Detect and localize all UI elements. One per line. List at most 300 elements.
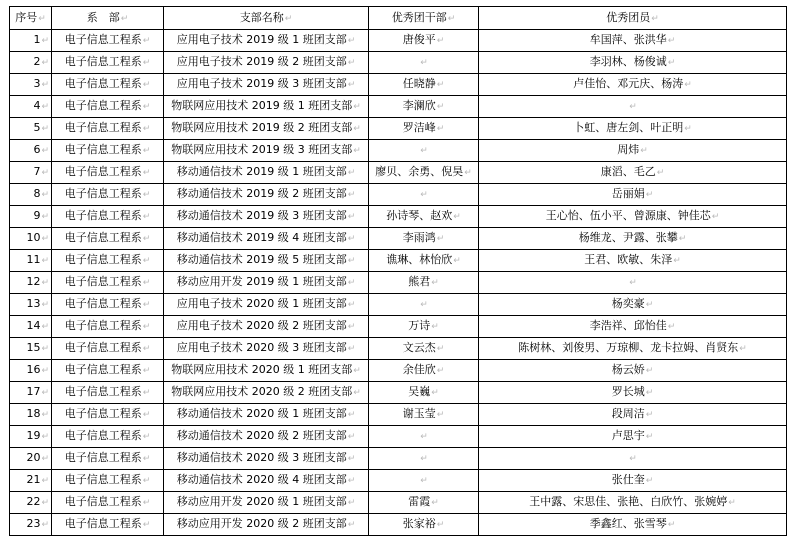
paragraph-mark-icon: ↵ — [645, 190, 654, 200]
row-number-cell — [10, 74, 52, 96]
paragraph-mark-icon: ↵ — [41, 124, 49, 134]
department-cell — [52, 294, 164, 316]
department-cell-text: 电子信息工程系 — [64, 297, 142, 310]
paragraph-mark-icon: ↵ — [347, 454, 356, 464]
department-cell-text: 电子信息工程系 — [64, 385, 142, 398]
table-row — [10, 404, 787, 426]
paragraph-mark-icon: ↵ — [420, 476, 428, 486]
paragraph-mark-icon: ↵ — [420, 58, 428, 68]
paragraph-mark-icon: ↵ — [142, 300, 151, 310]
outstanding-member-cell-text: 杨维龙、尹露、张攀 — [578, 231, 678, 244]
department-cell-text: 电子信息工程系 — [64, 253, 142, 266]
branch-name-cell — [164, 140, 369, 162]
outstanding-member-cell — [479, 118, 787, 140]
outstanding-member-cell — [479, 294, 787, 316]
outstanding-member-cell-text: 季鑫红、张雪琴 — [589, 517, 667, 530]
paragraph-mark-icon: ↵ — [353, 388, 361, 398]
table-row — [10, 250, 787, 272]
paragraph-mark-icon: ↵ — [41, 520, 49, 530]
paragraph-mark-icon: ↵ — [645, 432, 654, 442]
paragraph-mark-icon: ↵ — [347, 278, 356, 288]
department-cell-text: 电子信息工程系 — [64, 165, 142, 178]
branch-name-cell-text: 应用电子技术 2019 级 3 班团支部 — [176, 77, 347, 90]
paragraph-mark-icon: ↵ — [347, 190, 356, 200]
paragraph-mark-icon: ↵ — [41, 80, 49, 90]
table-row — [10, 30, 787, 52]
outstanding-cadre-cell-text: 孙诗琴、赵欢 — [386, 209, 453, 222]
table-row — [10, 140, 787, 162]
department-cell-text: 电子信息工程系 — [64, 33, 142, 46]
department-cell-text: 电子信息工程系 — [64, 275, 142, 288]
outstanding-member-cell-text: 王中露、宋思佳、张艳、白欣竹、张婉婷 — [529, 495, 728, 508]
row-number-cell-text: 1 — [33, 33, 41, 46]
paragraph-mark-icon: ↵ — [645, 410, 654, 420]
paragraph-mark-icon: ↵ — [431, 322, 439, 332]
row-number-cell — [10, 470, 52, 492]
row-number-cell-text: 6 — [33, 143, 41, 156]
paragraph-mark-icon: ↵ — [347, 520, 356, 530]
row-number-cell-text: 3 — [33, 77, 41, 90]
outstanding-member-cell — [479, 96, 787, 118]
paragraph-mark-icon: ↵ — [41, 498, 49, 508]
branch-name-cell-text: 移动通信技术 2019 级 4 班团支部 — [176, 231, 347, 244]
department-cell-text: 电子信息工程系 — [64, 231, 142, 244]
branch-name-cell-text: 移动应用开发 2020 级 2 班团支部 — [176, 517, 347, 530]
paragraph-mark-icon: ↵ — [142, 80, 151, 90]
outstanding-cadre-cell — [369, 514, 479, 536]
outstanding-member-cell-text: 李羽林、杨俊诚 — [589, 55, 667, 68]
outstanding-member-cell — [479, 470, 787, 492]
department-cell — [52, 492, 164, 514]
paragraph-mark-icon: ↵ — [678, 234, 687, 244]
department-cell-text: 电子信息工程系 — [64, 363, 142, 376]
paragraph-mark-icon: ↵ — [436, 520, 445, 530]
paragraph-mark-icon: ↵ — [347, 410, 356, 420]
row-number-cell-text: 18 — [26, 407, 41, 420]
paragraph-mark-icon: ↵ — [41, 454, 49, 464]
paragraph-mark-icon: ↵ — [38, 13, 46, 24]
branch-name-cell — [164, 448, 369, 470]
outstanding-cadre-cell-text: 李雨鸿 — [402, 231, 436, 244]
paragraph-mark-icon: ↵ — [353, 366, 361, 376]
table-row — [10, 448, 787, 470]
row-number-cell — [10, 96, 52, 118]
paragraph-mark-icon: ↵ — [41, 344, 49, 354]
row-number-cell — [10, 140, 52, 162]
branch-name-cell — [164, 294, 369, 316]
row-number-cell-text: 21 — [26, 473, 41, 486]
row-number-cell — [10, 30, 52, 52]
row-number-cell-text: 14 — [26, 319, 41, 332]
department-cell — [52, 52, 164, 74]
table-row — [10, 360, 787, 382]
paragraph-mark-icon: ↵ — [41, 300, 49, 310]
department-cell — [52, 74, 164, 96]
paragraph-mark-icon: ↵ — [142, 256, 151, 266]
paragraph-mark-icon: ↵ — [420, 454, 428, 464]
outstanding-member-cell — [479, 514, 787, 536]
paragraph-mark-icon: ↵ — [453, 212, 461, 222]
department-cell — [52, 140, 164, 162]
branch-name-cell — [164, 382, 369, 404]
paragraph-mark-icon: ↵ — [353, 124, 361, 134]
department-cell — [52, 448, 164, 470]
paragraph-mark-icon: ↵ — [667, 58, 676, 68]
paragraph-mark-icon: ↵ — [41, 36, 49, 46]
paragraph-mark-icon: ↵ — [436, 366, 445, 376]
paragraph-mark-icon: ↵ — [142, 234, 151, 244]
outstanding-cadre-cell-text: 罗洁峰 — [402, 121, 436, 134]
outstanding-cadre-cell — [369, 470, 479, 492]
outstanding-cadre-cell — [369, 162, 479, 184]
branch-name-cell — [164, 30, 369, 52]
paragraph-mark-icon: ↵ — [142, 476, 151, 486]
outstanding-member-cell-text: 王心怡、伍小平、曾源康、钟佳芯 — [545, 209, 711, 222]
row-number-cell-text: 10 — [26, 231, 41, 244]
department-cell-text: 电子信息工程系 — [64, 121, 142, 134]
paragraph-mark-icon: ↵ — [142, 102, 151, 112]
outstanding-member-cell — [479, 272, 787, 294]
branch-name-cell-text: 应用电子技术 2020 级 1 班团支部 — [176, 297, 347, 310]
paragraph-mark-icon: ↵ — [142, 36, 151, 46]
table-row — [10, 470, 787, 492]
outstanding-member-cell-text: 岳丽娟 — [611, 187, 645, 200]
table-row — [10, 514, 787, 536]
row-number-cell — [10, 404, 52, 426]
outstanding-cadre-cell — [369, 118, 479, 140]
department-cell — [52, 426, 164, 448]
paragraph-mark-icon: ↵ — [347, 476, 356, 486]
paragraph-mark-icon: ↵ — [436, 410, 445, 420]
table-row — [10, 272, 787, 294]
table-row — [10, 206, 787, 228]
paragraph-mark-icon: ↵ — [142, 58, 151, 68]
department-cell-text: 电子信息工程系 — [64, 407, 142, 420]
row-number-cell — [10, 272, 52, 294]
department-cell — [52, 250, 164, 272]
row-number-cell-text: 5 — [33, 121, 41, 134]
outstanding-cadre-cell — [369, 492, 479, 514]
paragraph-mark-icon: ↵ — [673, 256, 681, 266]
outstanding-member-cell-text: 康滔、毛乙 — [600, 165, 656, 178]
branch-name-cell — [164, 360, 369, 382]
paragraph-mark-icon: ↵ — [41, 366, 49, 376]
outstanding-member-cell-text: 杨云娇 — [611, 363, 645, 376]
row-number-cell-text: 2 — [33, 55, 41, 68]
branch-name-cell-text: 物联网应用技术 2019 级 1 班团支部 — [171, 99, 353, 112]
header-cell: 优秀团干部↵ — [369, 7, 479, 30]
header-cell: 支部名称↵ — [164, 7, 369, 30]
paragraph-mark-icon: ↵ — [41, 388, 49, 398]
paragraph-mark-icon: ↵ — [142, 168, 151, 178]
outstanding-cadre-cell — [369, 206, 479, 228]
outstanding-member-cell — [479, 184, 787, 206]
row-number-cell — [10, 118, 52, 140]
paragraph-mark-icon: ↵ — [41, 256, 49, 266]
outstanding-cadre-cell-text: 谯琳、林怡欣 — [386, 253, 453, 266]
row-number-cell — [10, 250, 52, 272]
department-cell-text: 电子信息工程系 — [64, 55, 142, 68]
department-cell — [52, 360, 164, 382]
row-number-cell — [10, 338, 52, 360]
paragraph-mark-icon: ↵ — [436, 80, 445, 90]
branch-name-cell — [164, 228, 369, 250]
branch-name-cell — [164, 250, 369, 272]
department-cell — [52, 404, 164, 426]
branch-name-cell-text: 移动通信技术 2019 级 5 班团支部 — [176, 253, 347, 266]
paragraph-mark-icon: ↵ — [347, 36, 356, 46]
paragraph-mark-icon: ↵ — [420, 190, 428, 200]
paragraph-mark-icon: ↵ — [645, 388, 654, 398]
outstanding-cadre-cell — [369, 74, 479, 96]
department-cell-text: 电子信息工程系 — [64, 209, 142, 222]
table-row — [10, 52, 787, 74]
paragraph-mark-icon: ↵ — [142, 212, 151, 222]
outstanding-cadre-cell — [369, 448, 479, 470]
row-number-cell-text: 13 — [26, 297, 41, 310]
table-row — [10, 162, 787, 184]
outstanding-member-cell-text: 卜虹、唐左剑、叶正明 — [573, 121, 684, 134]
outstanding-member-cell-text: 卢思宇 — [611, 429, 645, 442]
outstanding-member-cell — [479, 404, 787, 426]
paragraph-mark-icon: ↵ — [142, 344, 151, 354]
branch-name-cell-text: 移动通信技术 2020 级 1 班团支部 — [176, 407, 347, 420]
paragraph-mark-icon: ↵ — [711, 212, 720, 222]
outstanding-member-cell — [479, 492, 787, 514]
outstanding-member-cell-text: 陈树林、刘俊男、万琼柳、龙卡拉姆、肖贤东 — [518, 341, 739, 354]
outstanding-member-cell — [479, 338, 787, 360]
branch-name-cell-text: 移动通信技术 2020 级 2 班团支部 — [176, 429, 347, 442]
outstanding-cadre-cell-text: 余佳欣 — [402, 363, 436, 376]
branch-name-cell-text: 应用电子技术 2019 级 2 班团支部 — [176, 55, 347, 68]
paragraph-mark-icon: ↵ — [645, 366, 654, 376]
paragraph-mark-icon: ↵ — [142, 520, 151, 530]
row-number-cell-text: 12 — [26, 275, 41, 288]
paragraph-mark-icon: ↵ — [645, 476, 654, 486]
department-cell — [52, 162, 164, 184]
department-cell-text: 电子信息工程系 — [64, 473, 142, 486]
paragraph-mark-icon: ↵ — [347, 168, 356, 178]
header-cell: 优秀团员↵ — [479, 7, 787, 30]
paragraph-mark-icon: ↵ — [353, 102, 361, 112]
header-cell: 序号↵ — [10, 7, 52, 30]
paragraph-mark-icon: ↵ — [142, 190, 151, 200]
outstanding-cadre-cell — [369, 250, 479, 272]
row-number-cell — [10, 492, 52, 514]
department-cell-text: 电子信息工程系 — [64, 143, 142, 156]
department-cell — [52, 514, 164, 536]
paragraph-mark-icon: ↵ — [431, 498, 439, 508]
branch-name-cell-text: 移动通信技术 2019 级 3 班团支部 — [176, 209, 347, 222]
paragraph-mark-icon: ↵ — [142, 322, 151, 332]
outstanding-cadre-cell — [369, 96, 479, 118]
department-cell-text: 电子信息工程系 — [64, 99, 142, 112]
department-cell-text: 电子信息工程系 — [64, 187, 142, 200]
table-row — [10, 184, 787, 206]
outstanding-member-cell-text: 罗长城 — [611, 385, 645, 398]
department-cell — [52, 316, 164, 338]
paragraph-mark-icon: ↵ — [142, 454, 151, 464]
paragraph-mark-icon: ↵ — [684, 80, 692, 90]
branch-name-cell — [164, 74, 369, 96]
outstanding-member-cell-text: 段周洁 — [611, 407, 645, 420]
paragraph-mark-icon: ↵ — [41, 102, 49, 112]
paragraph-mark-icon: ↵ — [347, 344, 356, 354]
paragraph-mark-icon: ↵ — [41, 322, 49, 332]
department-cell — [52, 470, 164, 492]
table-row — [10, 96, 787, 118]
outstanding-member-cell — [479, 162, 787, 184]
paragraph-mark-icon: ↵ — [142, 366, 151, 376]
branch-name-cell — [164, 272, 369, 294]
row-number-cell-text: 11 — [26, 253, 41, 266]
outstanding-member-cell-text: 卢佳怡、邓元庆、杨涛 — [573, 77, 684, 90]
department-cell — [52, 30, 164, 52]
paragraph-mark-icon: ↵ — [436, 234, 445, 244]
table-row — [10, 118, 787, 140]
branch-name-cell-text: 移动通信技术 2020 级 4 班团支部 — [176, 473, 347, 486]
branch-name-cell-text: 移动通信技术 2020 级 3 班团支部 — [176, 451, 347, 464]
paragraph-mark-icon: ↵ — [656, 168, 665, 178]
paragraph-mark-icon: ↵ — [436, 344, 445, 354]
paragraph-mark-icon: ↵ — [464, 168, 472, 178]
outstanding-member-cell — [479, 250, 787, 272]
header-cell: 系 部↵ — [52, 7, 164, 30]
row-number-cell — [10, 360, 52, 382]
paragraph-mark-icon: ↵ — [347, 322, 356, 332]
outstanding-member-cell-text: 张仕奎 — [611, 473, 645, 486]
branch-name-cell-text: 物联网应用技术 2019 级 3 班团支部 — [171, 143, 353, 156]
paragraph-mark-icon: ↵ — [667, 520, 676, 530]
row-number-cell-text: 15 — [26, 341, 41, 354]
branch-name-cell — [164, 404, 369, 426]
paragraph-mark-icon: ↵ — [41, 146, 49, 156]
row-number-cell — [10, 294, 52, 316]
branch-name-cell-text: 移动应用开发 2020 级 1 班团支部 — [176, 495, 347, 508]
paragraph-mark-icon: ↵ — [41, 58, 49, 68]
branch-name-cell — [164, 118, 369, 140]
paragraph-mark-icon: ↵ — [142, 278, 151, 288]
outstanding-cadre-cell — [369, 184, 479, 206]
paragraph-mark-icon: ↵ — [41, 432, 49, 442]
paragraph-mark-icon: ↵ — [41, 190, 49, 200]
table-row — [10, 294, 787, 316]
row-number-cell — [10, 162, 52, 184]
branch-name-cell — [164, 492, 369, 514]
row-number-cell-text: 23 — [26, 517, 41, 530]
row-number-cell-text: 9 — [33, 209, 41, 222]
row-number-cell — [10, 382, 52, 404]
branch-name-cell-text: 移动通信技术 2019 级 1 班团支部 — [176, 165, 347, 178]
branch-name-cell-text: 物联网应用技术 2019 级 2 班团支部 — [171, 121, 353, 134]
table-row — [10, 228, 787, 250]
paragraph-mark-icon: ↵ — [347, 256, 356, 266]
paragraph-mark-icon: ↵ — [447, 13, 456, 24]
paragraph-mark-icon: ↵ — [684, 124, 692, 134]
outstanding-cadre-cell — [369, 382, 479, 404]
outstanding-cadre-cell — [369, 360, 479, 382]
table-row — [10, 382, 787, 404]
branch-name-cell-text: 应用电子技术 2020 级 3 班团支部 — [176, 341, 347, 354]
paragraph-mark-icon: ↵ — [629, 454, 637, 464]
paragraph-mark-icon: ↵ — [629, 278, 637, 288]
row-number-cell — [10, 316, 52, 338]
outstanding-cadre-cell — [369, 52, 479, 74]
department-cell-text: 电子信息工程系 — [64, 319, 142, 332]
branch-name-cell-text: 移动通信技术 2019 级 2 班团支部 — [176, 187, 347, 200]
paragraph-mark-icon: ↵ — [284, 13, 293, 24]
outstanding-cadre-cell-text: 唐俊平 — [402, 33, 436, 46]
outstanding-member-cell — [479, 426, 787, 448]
outstanding-cadre-cell — [369, 426, 479, 448]
paragraph-mark-icon: ↵ — [353, 146, 361, 156]
paragraph-mark-icon: ↵ — [347, 58, 356, 68]
row-number-cell-text: 19 — [26, 429, 41, 442]
paragraph-mark-icon: ↵ — [347, 234, 356, 244]
paragraph-mark-icon: ↵ — [436, 124, 445, 134]
outstanding-member-cell — [479, 228, 787, 250]
row-number-cell-text: 17 — [26, 385, 41, 398]
department-cell — [52, 338, 164, 360]
outstanding-member-cell-text: 牟国萍、张洪华 — [589, 33, 667, 46]
row-number-cell — [10, 448, 52, 470]
paragraph-mark-icon: ↵ — [431, 278, 439, 288]
paragraph-mark-icon: ↵ — [436, 102, 445, 112]
paragraph-mark-icon: ↵ — [667, 322, 676, 332]
honor-roster-table — [9, 6, 787, 536]
department-cell-text: 电子信息工程系 — [64, 495, 142, 508]
branch-name-cell-text: 应用电子技术 2019 级 1 班团支部 — [176, 33, 347, 46]
outstanding-cadre-cell-text: 李澜欣 — [402, 99, 436, 112]
department-cell-text: 电子信息工程系 — [64, 517, 142, 530]
outstanding-cadre-cell — [369, 404, 479, 426]
branch-name-cell — [164, 184, 369, 206]
row-number-cell-text: 20 — [26, 451, 41, 464]
branch-name-cell — [164, 426, 369, 448]
outstanding-cadre-cell-text: 任晓静 — [402, 77, 436, 90]
branch-name-cell-text: 应用电子技术 2020 级 2 班团支部 — [176, 319, 347, 332]
department-cell — [52, 382, 164, 404]
paragraph-mark-icon: ↵ — [453, 256, 461, 266]
branch-name-cell — [164, 162, 369, 184]
table-row — [10, 492, 787, 514]
branch-name-cell-text: 移动应用开发 2019 级 1 班团支部 — [176, 275, 347, 288]
row-number-cell — [10, 426, 52, 448]
paragraph-mark-icon: ↵ — [41, 410, 49, 420]
outstanding-cadre-cell — [369, 272, 479, 294]
paragraph-mark-icon: ↵ — [142, 146, 151, 156]
row-number-cell — [10, 228, 52, 250]
branch-name-cell — [164, 206, 369, 228]
outstanding-cadre-cell — [369, 294, 479, 316]
outstanding-cadre-cell — [369, 316, 479, 338]
paragraph-mark-icon: ↵ — [347, 432, 356, 442]
paragraph-mark-icon: ↵ — [420, 432, 428, 442]
department-cell — [52, 228, 164, 250]
paragraph-mark-icon: ↵ — [41, 234, 49, 244]
paragraph-mark-icon: ↵ — [41, 212, 49, 222]
row-number-cell — [10, 514, 52, 536]
outstanding-member-cell — [479, 382, 787, 404]
outstanding-member-cell — [479, 74, 787, 96]
outstanding-cadre-cell-text: 雷霞 — [408, 495, 431, 508]
paragraph-mark-icon: ↵ — [347, 80, 356, 90]
outstanding-member-cell — [479, 30, 787, 52]
outstanding-cadre-cell-text: 谢玉莹 — [402, 407, 436, 420]
table-row — [10, 316, 787, 338]
department-cell-text: 电子信息工程系 — [64, 451, 142, 464]
outstanding-member-cell-text: 周炜 — [617, 143, 640, 156]
